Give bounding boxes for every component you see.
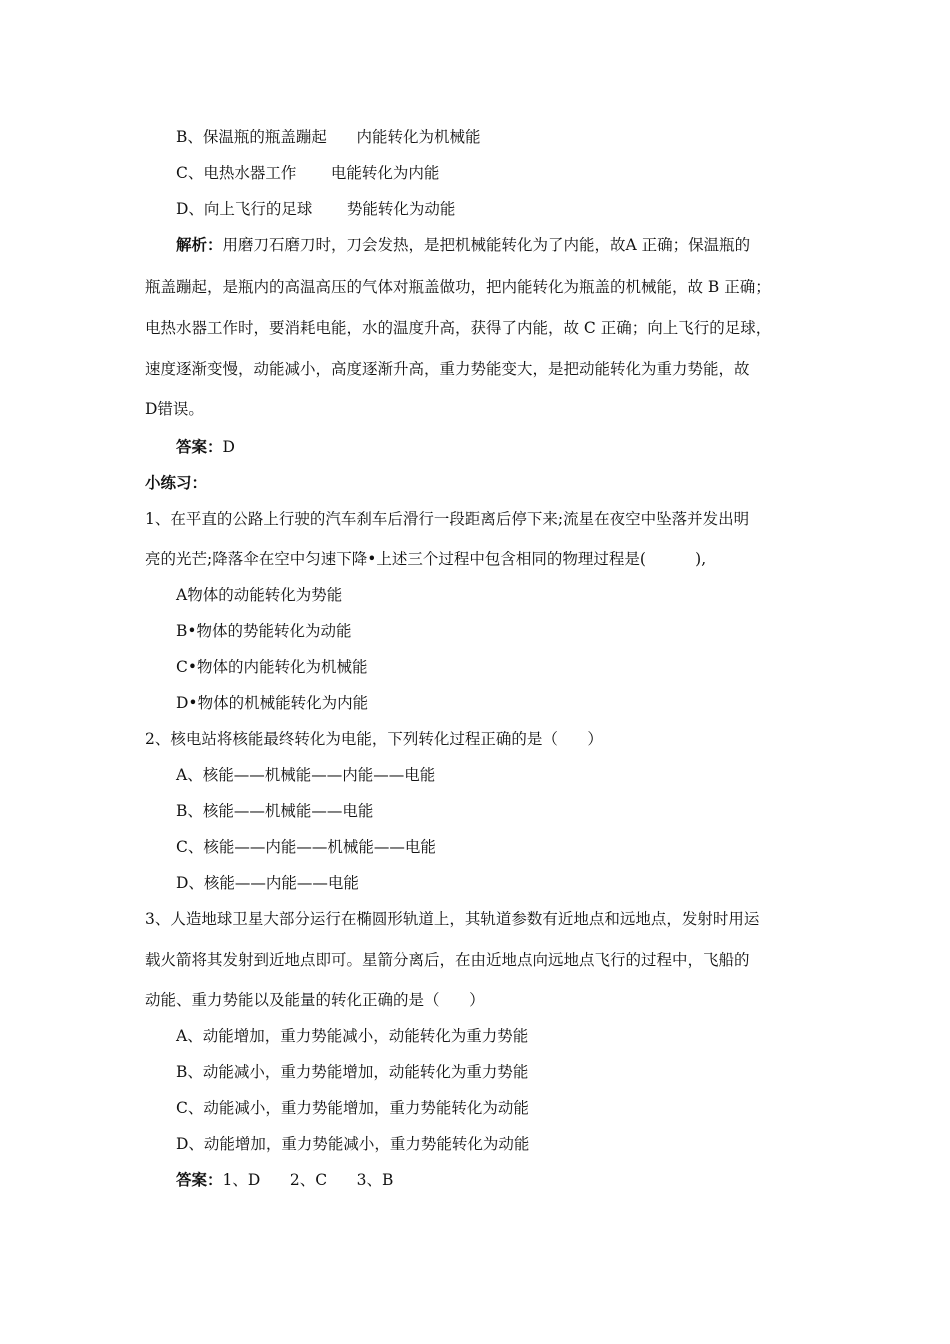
analysis-label: 解析：: [176, 235, 223, 254]
question-stem: 亮的光芒;降落伞在空中匀速下降•上述三个过程中包含相同的物理过程是( ),: [145, 550, 707, 568]
question-stem: 1、在平直的公路上行驶的汽车刹车后滑行一段距离后停下来;流星在夜空中坠落并发出明: [145, 510, 750, 528]
option-line: B、核能——机械能——电能: [176, 802, 374, 820]
answer-label: 答案：: [176, 1170, 223, 1189]
option-line: B、动能减小，重力势能增加，动能转化为重力势能: [176, 1063, 529, 1081]
question-stem: 动能、重力势能以及能量的转化正确的是（ ）: [145, 991, 485, 1009]
analysis-text: 用磨刀石磨刀时，刀会发热，是把机械能转化为了内能，故A 正确；保温瓶的: [222, 236, 751, 254]
question-stem: 2、核电站将核能最终转化为电能，下列转化过程正确的是（ ）: [145, 730, 603, 748]
answer-line: [176, 437, 235, 457]
answer-line: [176, 1170, 393, 1190]
option-line: C、电热水器工作 电能转化为内能: [176, 164, 440, 182]
question-stem: 载火箭将其发射到近地点即可。星箭分离后，在由近地点向远地点飞行的过程中，飞船的: [145, 951, 750, 969]
answer-value: 1、D 2、C 3、B: [222, 1171, 394, 1189]
option-line: A、核能——机械能——内能——电能: [176, 766, 436, 784]
analysis-line: 瓶盖蹦起，是瓶内的高温高压的气体对瓶盖做功，把内能转化为瓶盖的机械能，故 B 正确；: [145, 278, 771, 296]
analysis-line: 速度逐渐变慢，动能减小，高度逐渐升高，重力势能变大，是把动能转化为重力势能，故: [145, 360, 750, 378]
practice-title: 小练习：: [145, 473, 208, 492]
option-line: C•物体的内能转化为机械能: [176, 658, 368, 676]
option-line: C、核能——内能——机械能——电能: [176, 838, 436, 856]
option-line: B•物体的势能转化为动能: [176, 622, 352, 640]
option-line: D、核能——内能——电能: [176, 874, 359, 892]
option-line: D、动能增加，重力势能减小，重力势能转化为动能: [176, 1135, 530, 1153]
answer-value: D: [222, 438, 235, 456]
option-line: A、动能增加，重力势能减小，动能转化为重力势能: [176, 1027, 529, 1045]
option-line: B、保温瓶的瓶盖蹦起 内能转化为机械能: [176, 128, 481, 146]
option-line: D、向上飞行的足球 势能转化为动能: [176, 200, 456, 218]
question-stem: 3、人造地球卫星大部分运行在椭圆形轨道上，其轨道参数有近地点和远地点，发射时用运: [145, 910, 760, 928]
answer-label: 答案：: [176, 437, 223, 456]
option-line: D•物体的机械能转化为内能: [176, 694, 369, 712]
analysis-line: D错误。: [145, 400, 204, 418]
analysis-line: [176, 235, 750, 255]
option-line: A物体的动能转化为势能: [176, 586, 343, 604]
option-line: C、动能减小，重力势能增加，重力势能转化为动能: [176, 1099, 529, 1117]
analysis-line: 电热水器工作时，要消耗电能，水的温度升高，获得了内能，故 C 正确；向上飞行的足球，: [145, 319, 772, 337]
